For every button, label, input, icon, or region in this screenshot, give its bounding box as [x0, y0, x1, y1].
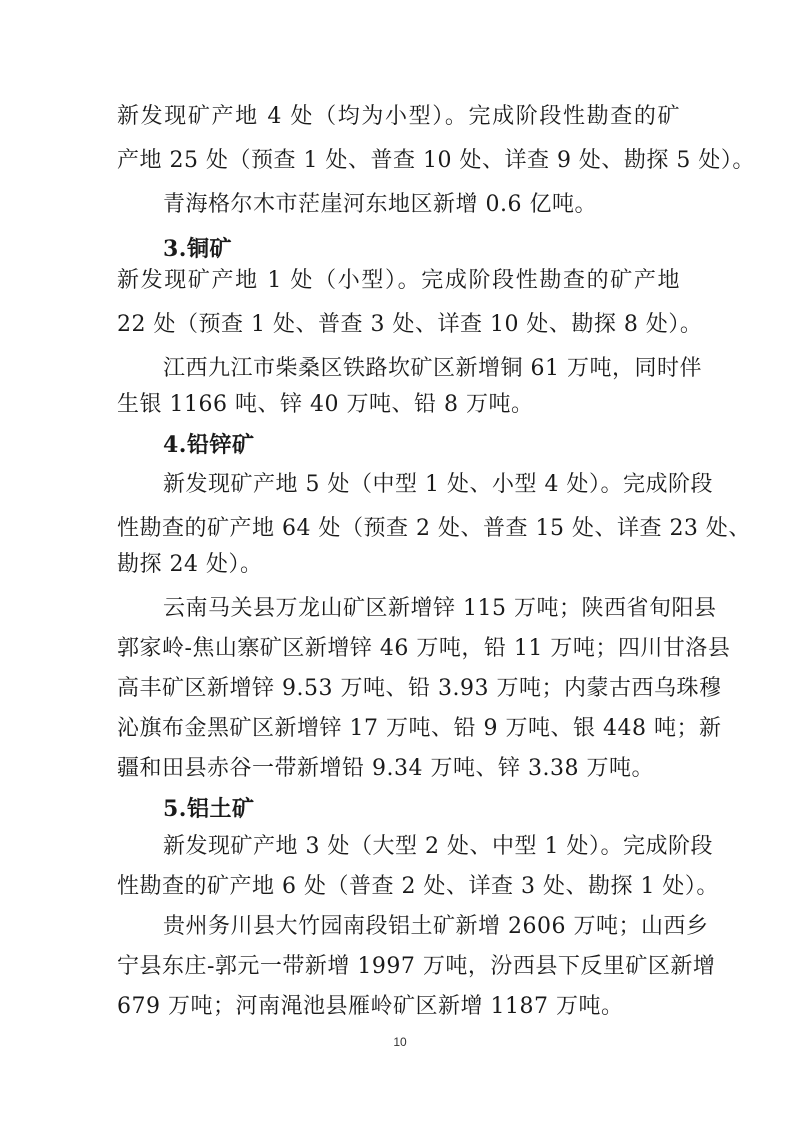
text-line: 沁旗布金黑矿区新增锌 17 万吨、铅 9 万吨、银 448 吨；新: [117, 716, 722, 741]
text-line: 疆和田县赤谷一带新增铅 9.34 万吨、锌 3.38 万吨。: [117, 756, 654, 781]
text-line: 新发现矿产地 4 处（均为小型）。完成阶段性勘查的矿: [117, 104, 680, 129]
text-line: 新发现矿产地 3 处（大型 2 处、中型 1 处）。完成阶段: [163, 834, 713, 859]
text-line: 新发现矿产地 1 处（小型）。完成阶段性勘查的矿产地: [117, 268, 680, 293]
page-number: 10: [393, 1035, 407, 1049]
text-line: 郭家岭-焦山寨矿区新增锌 46 万吨，铅 11 万吨；四川甘洛县: [117, 636, 731, 661]
text-line: 江西九江市柴桑区铁路坎矿区新增铜 61 万吨，同时伴: [163, 356, 702, 381]
text-line: 性勘查的矿产地 64 处（预查 2 处、普查 15 处、详查 23 处、: [117, 516, 751, 541]
section-heading-copper: 3.铜矿: [163, 236, 232, 262]
text-line: 679 万吨；河南渑池县雁岭矿区新增 1187 万吨。: [117, 994, 624, 1019]
section-heading-lead-zinc: 4.铅锌矿: [163, 432, 255, 458]
text-line: 高丰矿区新增锌 9.53 万吨、铅 3.93 万吨；内蒙古西乌珠穆: [117, 676, 722, 701]
text-line: 22 处（预查 1 处、普查 3 处、详查 10 处、勘探 8 处）。: [117, 312, 703, 337]
text-line: 生银 1166 吨、锌 40 万吨、铅 8 万吨。: [117, 392, 534, 417]
text-line: 产地 25 处（预查 1 处、普查 10 处、详查 9 处、勘探 5 处）。: [117, 148, 755, 173]
text-line: 云南马关县万龙山矿区新增锌 115 万吨；陕西省旬阳县: [163, 596, 717, 621]
section-heading-bauxite: 5.铝土矿: [163, 796, 255, 822]
text-line: 贵州务川县大竹园南段铝土矿新增 2606 万吨；山西乡: [163, 914, 709, 939]
text-line: 性勘查的矿产地 6 处（普查 2 处、详查 3 处、勘探 1 处）。: [117, 874, 719, 899]
text-line: 新发现矿产地 5 处（中型 1 处、小型 4 处）。完成阶段: [163, 472, 713, 497]
text-line: 宁县东庄-郭元一带新增 1997 万吨，汾西县下反里矿区新增: [117, 954, 716, 979]
text-line: 勘探 24 处）。: [117, 552, 263, 577]
text-line: 青海格尔木市茫崖河东地区新增 0.6 亿吨。: [163, 192, 597, 217]
